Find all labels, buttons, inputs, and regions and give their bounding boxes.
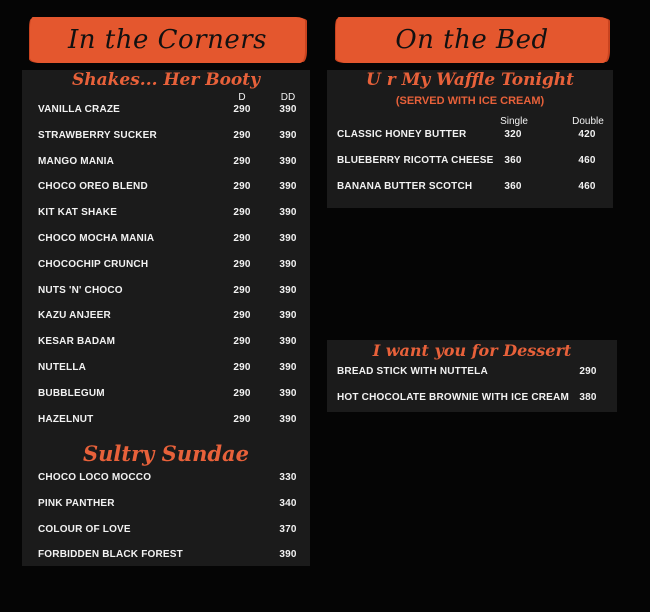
menu-item-price: 380 [579, 392, 597, 403]
menu-item-price: 290 [579, 366, 597, 377]
menu-item-price: 390 [279, 336, 297, 348]
menu-item-price: 420 [578, 129, 596, 140]
dessert-title: I want you for Dessert [372, 341, 572, 360]
shakes-title: Shakes... Her Booty [71, 70, 261, 90]
menu-item-price: 290 [233, 387, 251, 399]
menu-item-name: BUBBLEGUM [38, 387, 105, 399]
menu-item-name: VANILLA CRAZE [38, 104, 121, 115]
shakes-col-dd: DD [280, 92, 296, 103]
menu-item-price: 290 [233, 233, 251, 244]
menu-item-price: 390 [279, 284, 297, 296]
shakes-col-d: D [238, 92, 246, 103]
menu-item-name: CLASSIC HONEY BUTTER [337, 129, 467, 140]
menu-item-name: NUTS 'N' CHOCO [38, 284, 123, 296]
menu-item-name: KESAR BADAM [38, 336, 116, 348]
menu-item-price: 360 [504, 181, 522, 192]
menu-item-name: PINK PANTHER [38, 497, 115, 509]
menu-item-name: CHOCO OREO BLEND [38, 181, 148, 193]
menu-item-price: 340 [279, 497, 297, 509]
menu-item-price: 390 [279, 258, 297, 270]
menu-item-price: 390 [279, 207, 297, 219]
menu-item-row [0, 233, 650, 253]
menu-item-price: 360 [504, 155, 522, 166]
sundae-title: Sultry Sundae [82, 441, 250, 466]
menu-item-price: 390 [279, 310, 297, 322]
left-banner-title: In the Corners [67, 25, 267, 55]
menu-item-row [0, 310, 650, 330]
menu-item-name: BREAD STICK WITH NUTTELA [337, 366, 488, 377]
menu-item-price: 290 [233, 413, 251, 425]
menu-item-name: NUTELLA [38, 362, 87, 373]
menu-item-name: MANGO MANIA [38, 155, 115, 167]
menu-item-name: BANANA BUTTER SCOTCH [337, 181, 473, 192]
menu-item-price: 290 [233, 207, 251, 219]
menu-item-price: 290 [233, 181, 251, 193]
left-banner [30, 17, 305, 63]
menu-item-row [0, 392, 650, 412]
menu-item-price: 330 [279, 472, 297, 483]
menu-item-row [0, 181, 650, 201]
menu-item-price: 390 [279, 413, 297, 425]
waffle-col-single: Single [500, 116, 528, 127]
menu-item-name: HOT CHOCOLATE BROWNIE WITH ICE CREAM [337, 392, 569, 403]
menu-item-row [0, 549, 650, 569]
menu-item-price: 290 [233, 129, 251, 141]
menu-item-price: 290 [233, 336, 251, 348]
menu-item-price: 320 [504, 129, 522, 140]
waffle-note: (SERVED WITH ICE CREAM) [395, 95, 545, 107]
menu-item-name: CHOCO MOCHA MANIA [38, 233, 155, 244]
menu-item-name: KAZU ANJEER [38, 310, 111, 322]
menu-item-price: 290 [233, 284, 251, 296]
menu-item-price: 390 [279, 104, 297, 115]
menu-item-row [0, 129, 650, 149]
menu-item-price: 290 [233, 310, 251, 322]
menu-item-name: KIT KAT SHAKE [38, 207, 118, 219]
menu-item-name: COLOUR OF LOVE [38, 523, 131, 535]
menu-item-name: HAZELNUT [38, 413, 94, 425]
menu-item-row [0, 414, 650, 434]
menu-item-price: 390 [279, 387, 297, 399]
menu-item-price: 290 [233, 258, 251, 270]
waffle-col-double: Double [572, 116, 604, 127]
menu-item-price: 390 [279, 233, 297, 244]
menu-item-price: 290 [233, 362, 251, 373]
menu-item-price: 390 [279, 362, 297, 373]
menu-item-name: FORBIDDEN BLACK FOREST [38, 549, 183, 561]
menu-item-row [0, 155, 650, 175]
menu-item-row [0, 207, 650, 227]
menu-item-name: CHOCO LOCO MOCCO [38, 472, 152, 483]
menu-item-row [0, 472, 650, 492]
menu-item-name: BLUEBERRY RICOTTA CHEESE [337, 155, 494, 166]
menu-item-row [0, 498, 650, 518]
menu-item-price: 390 [279, 549, 297, 561]
menu-item-name: STRAWBERRY SUCKER [38, 129, 157, 141]
right-banner [336, 17, 608, 63]
menu-item-row [0, 524, 650, 544]
menu-item-price: 390 [279, 181, 297, 193]
menu-item-price: 390 [279, 129, 297, 141]
menu-item-row [0, 285, 650, 305]
menu-item-price: 370 [279, 523, 297, 535]
menu-item-price: 390 [279, 155, 297, 167]
menu-item-price: 460 [578, 181, 596, 192]
menu-item-price: 290 [233, 155, 251, 167]
menu-item-price: 290 [233, 104, 251, 115]
menu-item-row [0, 366, 650, 386]
right-banner-title: On the Bed [395, 25, 549, 55]
waffle-title: U r My Waffle Tonight [365, 70, 575, 90]
menu-item-name: CHOCOCHIP CRUNCH [38, 258, 149, 270]
menu-item-price: 460 [578, 155, 596, 166]
menu-item-row [0, 259, 650, 279]
